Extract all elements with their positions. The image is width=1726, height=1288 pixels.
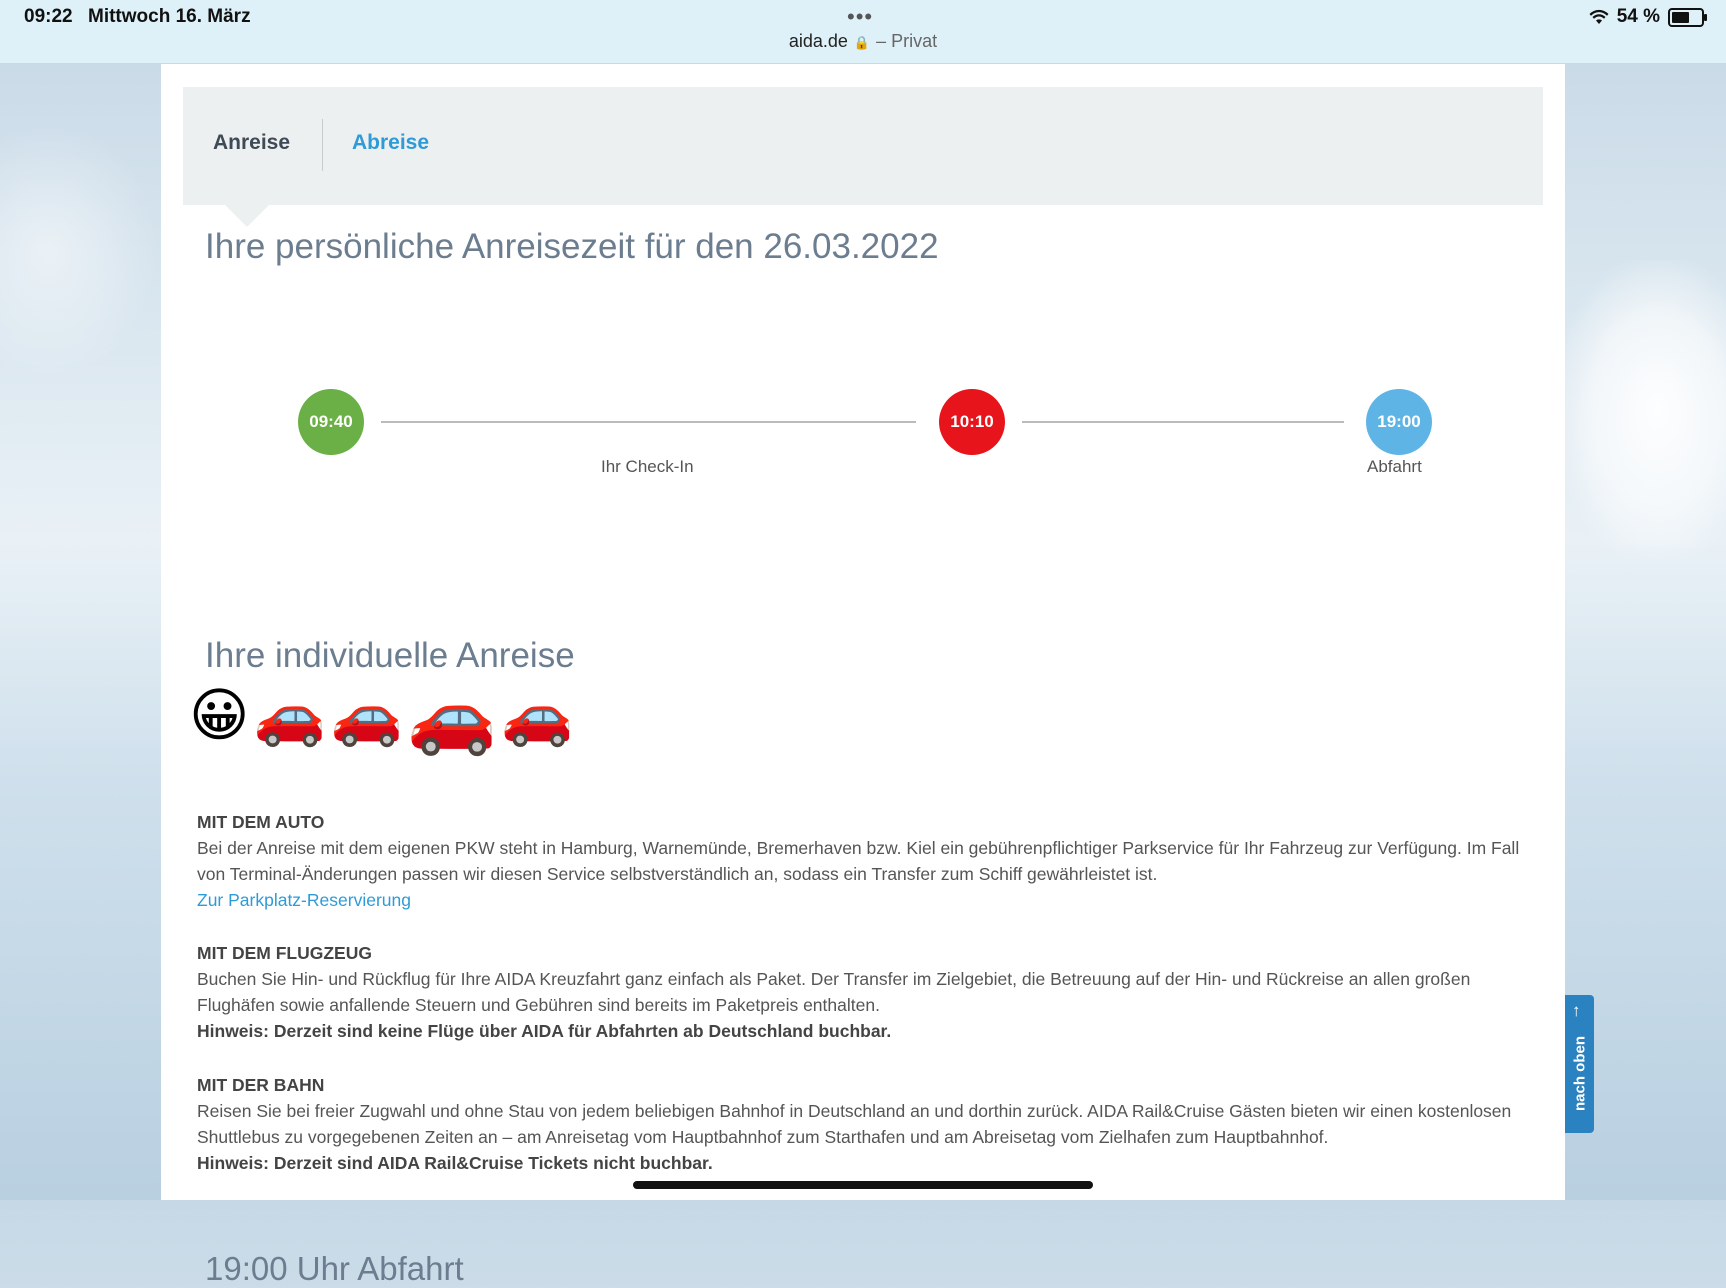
timeline-line-2 [1022,421,1344,423]
parking-reservation-link[interactable]: Zur Parkplatz-Reservierung [197,890,411,910]
tab-abreise[interactable]: Abreise [352,131,430,154]
arrow-up-icon: ↑ [1572,1001,1581,1020]
individual-arrival-heading: Ihre individuelle Anreise [205,636,575,675]
timeline-departure-circle: 19:00 [1366,389,1432,455]
scroll-to-top-label: nach oben [1571,1036,1589,1112]
timeline-line-1 [381,421,916,423]
section-car-title: MIT DEM AUTO [197,812,325,832]
section-car-text: Bei der Anreise mit dem eigenen PKW steht in Hamburg, Warnemünde, Bremerhaven bzw. Kiel ein gebührenpflichtiger Parkservice für Ihr Fahrzeug zur Verfügung. Im Fall von Terminal-Änderungen passen wir diesen Service selbstverständlich an, sodass ein Transfer zum Schiff gewährleistet ist. [197,838,1520,884]
section-plane-text: Buchen Sie Hin- und Rückflug für Ihre AIDA Kreuzfahrt ganz einfach als Paket. Der Transfer im Zielgebiet, die Betreuung auf der Hin- und Rückreise an allen großen Flughäfen sowie anfallende Steuern und Gebühren sind bereits im Paketpreis enthalten. [197,969,1471,1015]
more-dots-icon[interactable]: ••• [847,4,874,29]
departure-label: Abfahrt [1367,457,1422,476]
car-emoji-icon: 🚗 [501,681,574,749]
car-emoji-icon: 🚗 [407,674,497,758]
section-plane [197,940,1527,1044]
departure-heading-cutoff: 19:00 Uhr Abfahrt [205,1250,464,1287]
address-bar[interactable] [0,31,1726,52]
wifi-icon [1589,10,1609,25]
section-train-text: Reisen Sie bei freier Zugwahl und ohne Stau von jedem beliebigen Bahnhof in Deutschland an und dorthin zurück. AIDA Rail&Cruise Gästen bieten wir einen kostenlosen Shuttlebus zu vorgegebenen Zeiten an – am Anreisetag vom Hauptbahnhof zum Starthafen und am Abreisetag vom Zielhafen zum Hauptbahnhof. [197,1101,1512,1147]
checkin-label: Ihr Check-In [601,457,694,476]
status-time: 09:22 [24,6,73,27]
section-plane-hint: Hinweis: Derzeit sind keine Flüge über AIDA für Abfahrten ab Deutschland buchbar. [197,1021,892,1041]
tab-divider [322,119,323,171]
active-tab-pointer [225,205,269,227]
url-text: aida.de [788,31,848,51]
background-cloud-right [1556,260,1726,560]
background-cloud-left [0,120,160,380]
home-indicator[interactable] [633,1181,1093,1189]
scroll-to-top-button[interactable] [1565,995,1594,1133]
timeline-start-circle: 09:40 [298,389,364,455]
section-train [197,1072,1527,1176]
main-content [161,64,1565,1287]
battery-icon [1668,8,1704,27]
section-train-title: MIT DER BAHN [197,1075,325,1095]
privacy-label: – Privat [876,31,938,51]
timeline-checkin-circle: 10:10 [939,389,1005,455]
status-date: Mittwoch 16. März [88,6,251,27]
car-emoji-icon: 🚗 [330,681,403,749]
status-right [1589,6,1704,28]
arrival-time-heading: Ihre persönliche Anreisezeit für den 26.03.2022 [205,227,939,266]
section-plane-title: MIT DEM FLUGZEUG [197,943,372,963]
section-car [197,809,1527,913]
battery-percent: 54 % [1616,6,1660,27]
car-emoji-icon: 🚗 [253,681,327,749]
tab-anreise[interactable]: Anreise [213,131,291,154]
emoji-overlay [189,674,574,758]
smiley-emoji-icon: 😀 [189,681,250,749]
lock-icon: 🔒 [853,35,871,50]
browser-status-bar [0,0,1726,64]
section-train-hint: Hinweis: Derzeit sind AIDA Rail&Cruise Tickets nicht buchbar. [197,1153,713,1173]
tab-bar [183,87,1543,205]
